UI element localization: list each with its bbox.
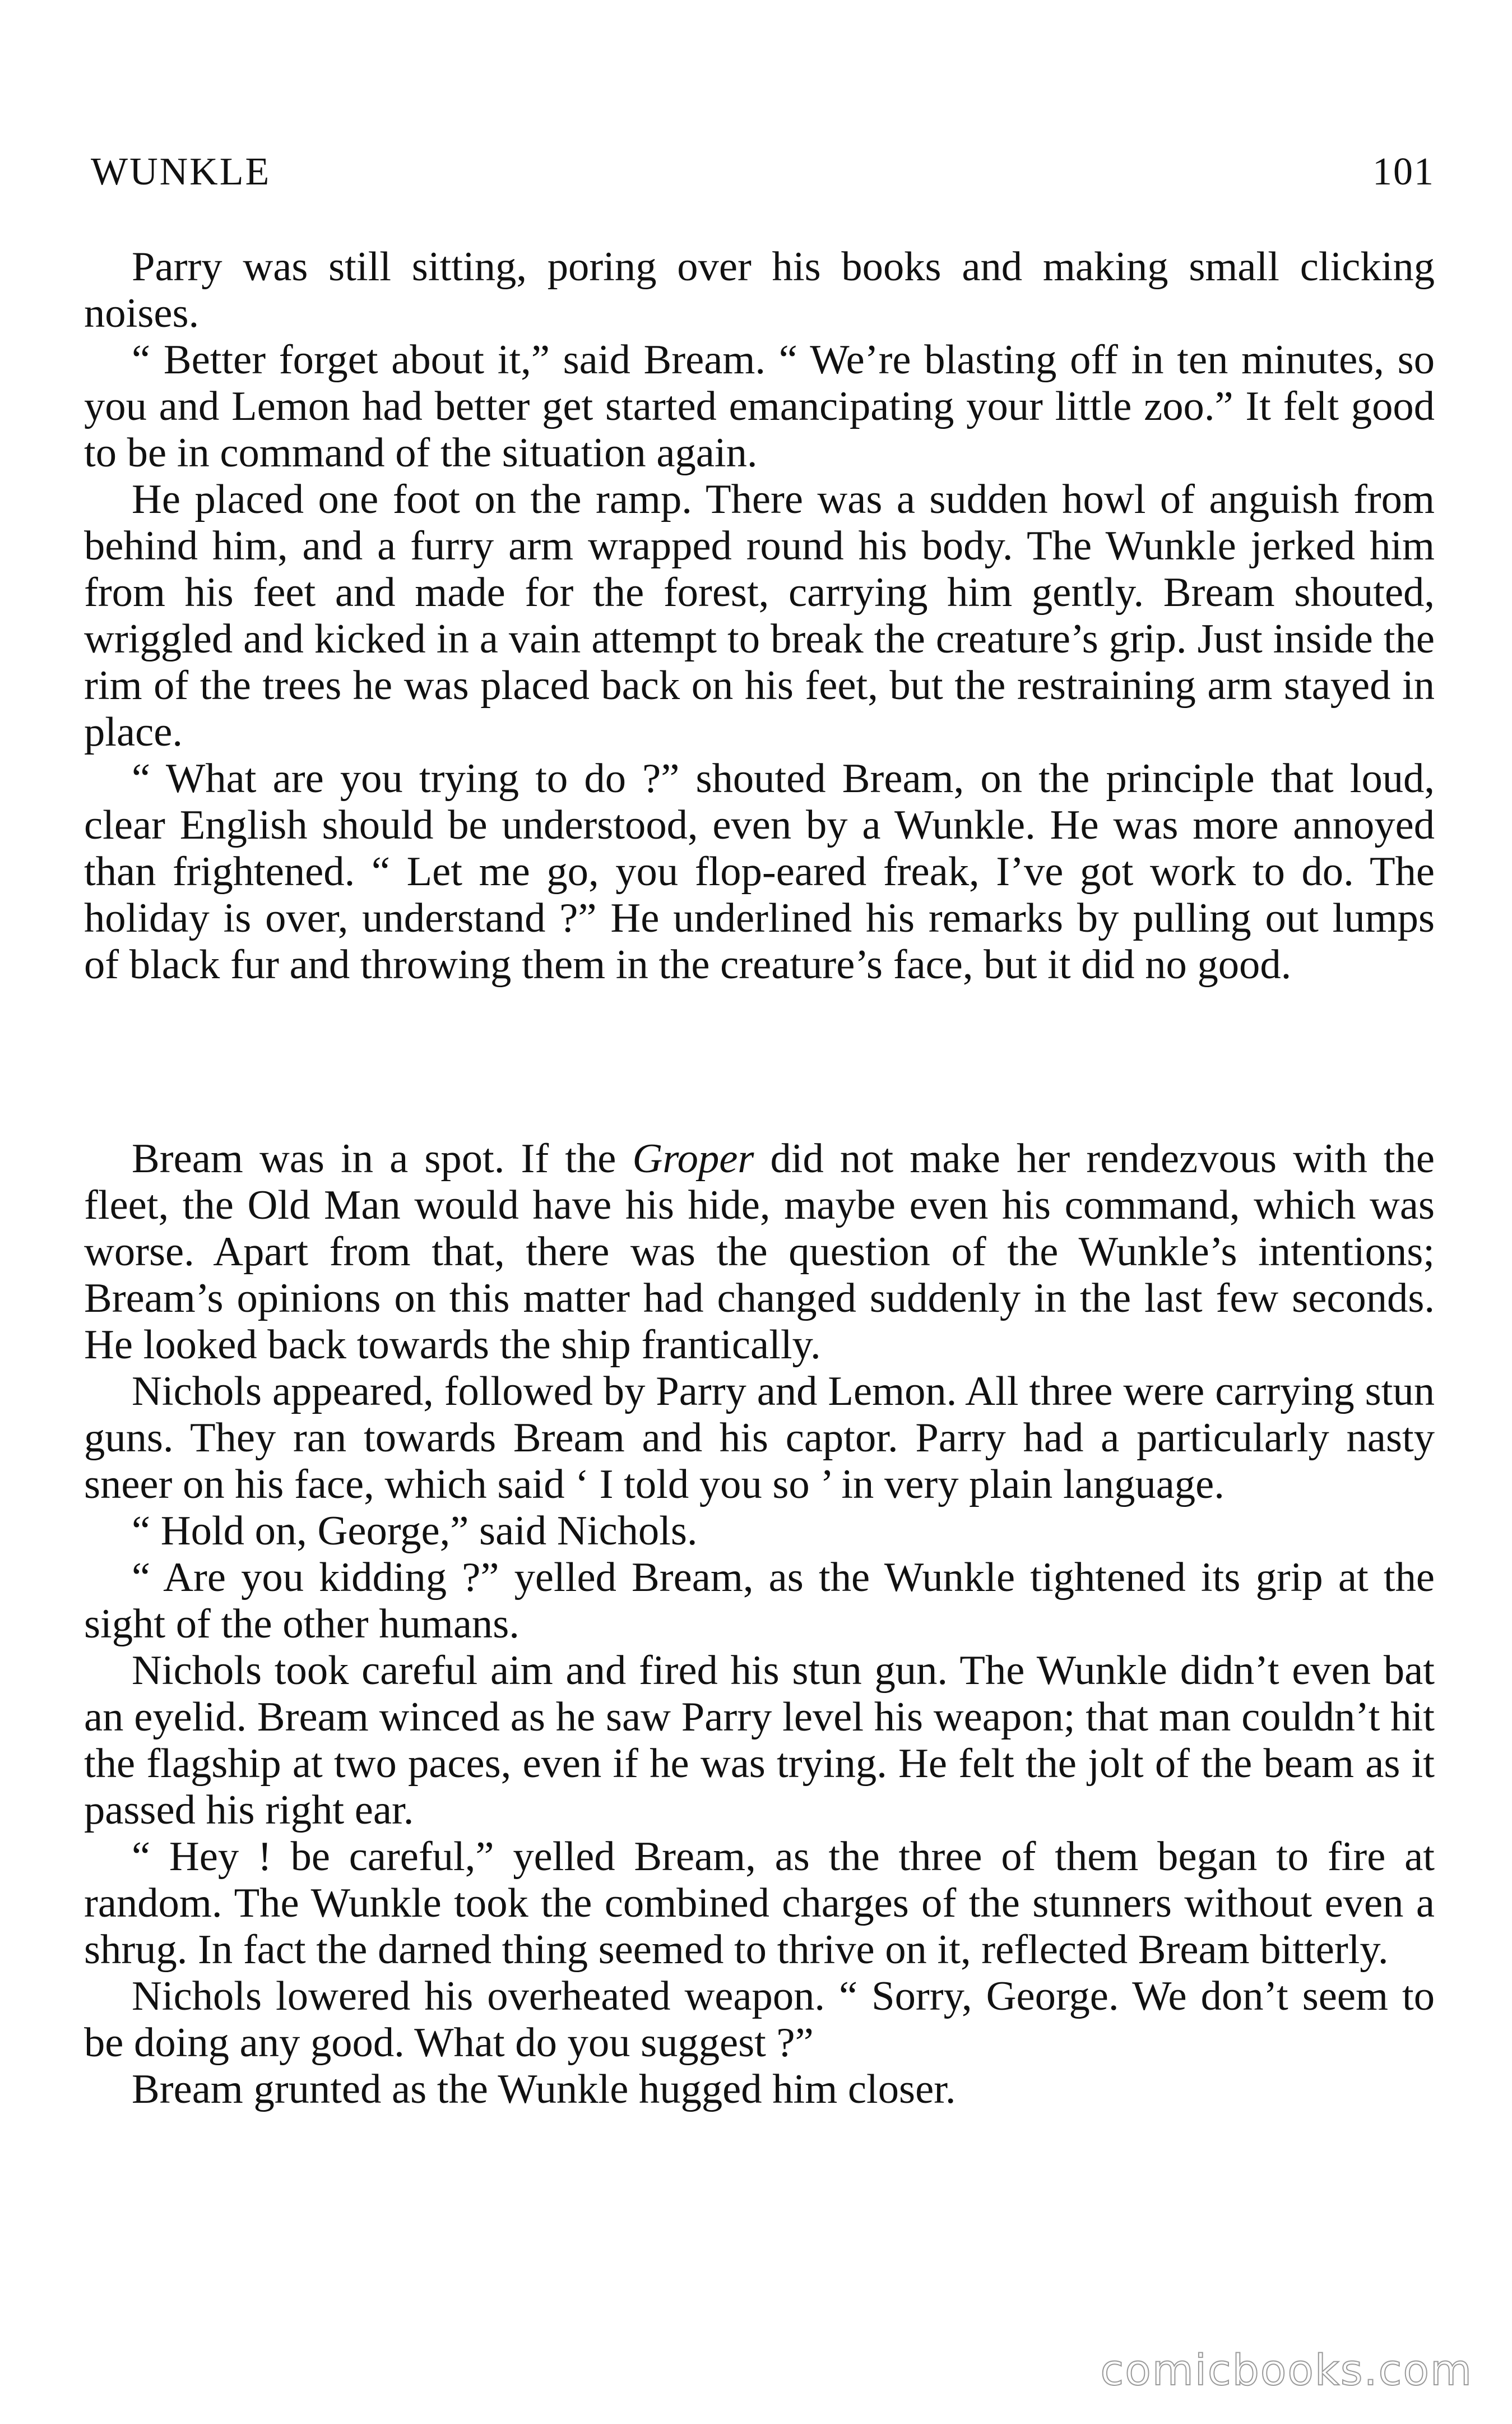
- text-section-2: [84, 1136, 1435, 2113]
- paragraph: Parry was still sitting, poring over his books and making small clicking noises.: [84, 244, 1435, 336]
- paragraph: “ What are you trying to do ?” shouted Bream, on the principle that loud, clear English should be understood, even by a Wunkle. He was more annoyed than frightened. “ Let me go, you flop-eared freak, I’ve got work to do. The holiday is over, understand ?” He underlined his remarks by pulling out lumps of black fur and throwing them in the creature’s face, but it did no good.: [84, 756, 1435, 988]
- watermark: comicbooks.com: [1100, 2345, 1473, 2395]
- paragraph-with-ship-name: [84, 1136, 1435, 1368]
- paragraph: “ Hey ! be careful,” yelled Bream, as the three of them began to fire at random. The Wunkle took the combined charges of the stunners without even a shrug. In fact the darned thing seemed to thrive on it, reflected Bream bitterly.: [84, 1834, 1435, 1973]
- paragraph: Nichols took careful aim and fired his stun gun. The Wunkle didn’t even bat an eyelid. Bream winced as he saw Parry level his weapon; that man couldn’t hit the flagship at two paces, even if he was trying. He felt the jolt of the beam as it passed his right ear.: [84, 1648, 1435, 1833]
- paragraph: “ Hold on, George,” said Nichols.: [132, 1508, 698, 1554]
- page-header: [91, 147, 1435, 197]
- paragraph: Nichols appeared, followed by Parry and Lemon. All three were carrying stun guns. They ran towards Bream and his captor. Parry had a particularly nasty sneer on his face, which said ‘ I told you so ’ in very plain language.: [84, 1368, 1435, 1507]
- paragraph-text: Bream was in a spot. If the: [132, 1136, 633, 1182]
- paragraph: Nichols lowered his overheated weapon. “ Sorry, George. We don’t seem to be doing any good. What do you suggest ?”: [84, 1973, 1435, 2066]
- paragraph: Bream grunted as the Wunkle hugged him closer.: [132, 2066, 956, 2112]
- running-head: WUNKLE: [91, 150, 271, 193]
- ship-name: Groper: [632, 1136, 754, 1182]
- page-number: 101: [1372, 150, 1435, 193]
- paragraph: He placed one foot on the ramp. There was a sudden howl of anguish from behind him, and a furry arm wrapped round his body. The Wunkle jerked him from his feet and made for the forest, carrying him gently. Bream shouted, wriggled and kicked in a vain attempt to break the creature’s grip. Just inside the rim of the trees he was placed back on his feet, but the restraining arm stayed in place.: [84, 477, 1435, 755]
- text-section-1: [84, 244, 1435, 988]
- paragraph: “ Are you kidding ?” yelled Bream, as the Wunkle tightened its grip at the sight of the other humans.: [84, 1555, 1435, 1647]
- paragraph-text: did not make her rendezvous with the fleet, the Old Man would have his hide, maybe even his command, which was worse. Apart from that, there was the question of the Wunkle’s intentions; Bream’s opinions on this matter had changed suddenly in the last few seconds. He looked back towards the ship frantically.: [84, 1136, 1435, 1368]
- paragraph: “ Better forget about it,” said Bream. “ We’re blasting off in ten minutes, so you and Lemon had better get started emancipating your little zoo.” It felt good to be in command of the situation again.: [84, 337, 1435, 476]
